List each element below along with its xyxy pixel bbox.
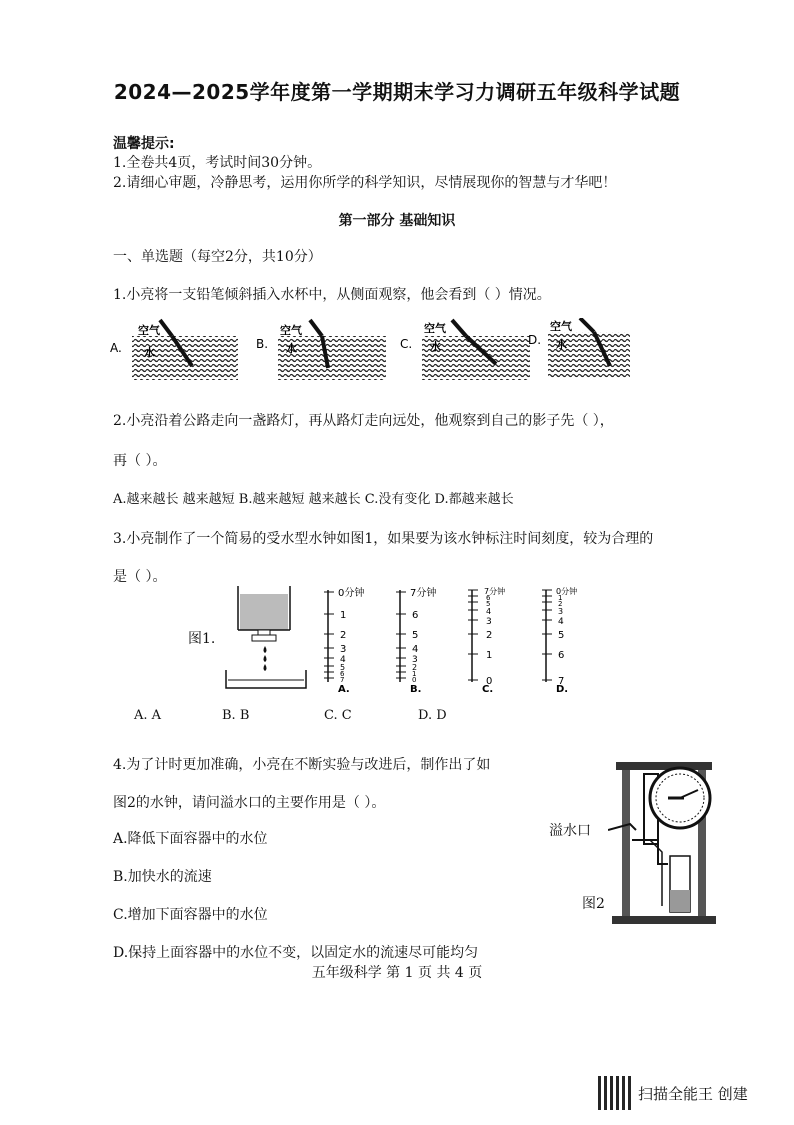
figure-2-water-clock (608, 756, 720, 926)
water-label: 水 (556, 338, 567, 351)
q3-answer-b: B. B (222, 708, 250, 723)
q4-option-b: B.加快水的流速 (113, 869, 212, 885)
water-label: 水 (144, 346, 155, 359)
scale-a-top: 0分钟 (338, 588, 365, 599)
scale-b-num: 2 (412, 663, 418, 672)
q1-figures (110, 318, 630, 390)
q3-answer-d: D. D (418, 708, 447, 723)
scale-b-letter: B. (410, 684, 422, 694)
scale-c-num: 1 (486, 650, 493, 661)
scanner-watermark: 扫描全能王 创建 (638, 1085, 748, 1103)
scale-a-num: 2 (340, 630, 347, 641)
exam-title: 2024—2025学年度第一学期期末学习力调研五年级科学试题 (113, 80, 681, 104)
q1-label-c: C. (400, 337, 413, 351)
q1-figure-b (256, 320, 386, 380)
question-3-line-2: 是（ ）。 (113, 569, 167, 585)
question-3-line-1: 3.小亮制作了一个简易的受水型水钟如图1，如果要为该水钟标注时间刻度，较为合理的 (113, 531, 654, 547)
qr-code-icon (598, 1076, 632, 1110)
air-label: 空气 (138, 324, 160, 337)
scale-c-num: 3 (486, 617, 492, 627)
scale-a (324, 586, 364, 694)
q4-option-c: C.增加下面容器中的水位 (113, 907, 268, 923)
scale-c-num: 4 (486, 607, 492, 616)
question-2-options: A.越来越长 越来越短 B.越来越短 越来越长 C.没有变化 D.都越来越长 (113, 492, 514, 507)
scale-b (396, 586, 436, 694)
tips-heading: 温馨提示: (113, 136, 175, 152)
part-heading: 第一部分 基础知识 (338, 213, 456, 229)
scale-b-top: 7分钟 (410, 588, 437, 599)
q4-option-a: A.降低下面容器中的水位 (113, 831, 268, 847)
scale-b-num: 1 (412, 670, 417, 678)
q1-label-a: A. (110, 341, 122, 355)
scale-c-num: 0 (486, 676, 493, 687)
air-label: 空气 (424, 322, 446, 335)
figure-2-label: 图2 (582, 896, 605, 912)
scale-a-num: 3 (340, 644, 347, 655)
water-label: 水 (286, 342, 297, 355)
scale-b-num: 0 (412, 676, 417, 684)
page-footer: 五年级科学 第 1 页 共 4 页 (311, 965, 483, 981)
water-label: 水 (430, 340, 441, 353)
scale-d (542, 586, 577, 694)
scale-d-num: 1 (558, 594, 563, 602)
scale-a-num: 5 (340, 663, 346, 672)
scale-b-num: 3 (412, 655, 418, 665)
scale-c-num: 6 (486, 594, 491, 602)
scale-d-num: 4 (558, 617, 564, 627)
scale-c-letter: C. (482, 684, 494, 694)
scale-d-top: 0分钟 (556, 587, 578, 596)
figure-1-water-clock (226, 586, 306, 688)
scale-c (468, 586, 505, 694)
question-4-line-2: 图2的水钟，请问溢水口的主要作用是（ ）。 (113, 795, 386, 811)
scale-a-num: 1 (340, 610, 347, 621)
scale-a-num: 7 (340, 676, 345, 684)
scale-b-num: 4 (412, 644, 419, 655)
q1-figure-d (528, 318, 630, 378)
scale-d-letter: D. (556, 684, 569, 694)
tips-line-2: 2.请细心审题，冷静思考，运用你所学的科学知识，尽情展现你的智慧与才华吧！ (113, 175, 617, 191)
scale-a-letter: A. (338, 684, 350, 694)
scale-b-num: 5 (412, 630, 419, 641)
scale-a-num: 6 (340, 670, 345, 678)
q1-figure-c (400, 320, 530, 380)
q3-figures (220, 584, 610, 694)
scale-c-top: 7分钟 (484, 587, 506, 596)
tips-line-1: 1.全卷共4页，考试时间30分钟。 (113, 155, 322, 171)
scale-d-num: 5 (558, 630, 565, 641)
scale-a-num: 4 (340, 655, 346, 665)
question-1-text: 1.小亮将一支铅笔倾斜插入水杯中，从侧面观察，他会看到（ ）情况。 (113, 287, 551, 303)
q3-answer-c: C. C (324, 708, 352, 723)
q1-figure-a (110, 320, 238, 380)
question-2-line-1: 2.小亮沿着公路走向一盏路灯，再从路灯走向远处，他观察到自己的影子先（ ）， (113, 413, 614, 429)
scale-d-num: 3 (558, 607, 564, 616)
air-label: 空气 (550, 320, 572, 333)
scale-c-num: 2 (486, 630, 493, 641)
scale-c-num: 5 (486, 600, 491, 608)
section-heading: 一、单选题（每空2分，共10分） (113, 249, 322, 265)
q3-answer-a: A. A (134, 708, 162, 723)
scale-b-num: 6 (412, 610, 419, 621)
question-2-line-2: 再（ ）。 (113, 453, 167, 469)
overflow-port-label: 溢水口 (549, 823, 591, 839)
air-label: 空气 (280, 324, 302, 337)
figure-1-label: 图1. (188, 631, 216, 647)
question-4-line-1: 4.为了计时更加准确，小亮在不断实验与改进后，制作出了如 (113, 757, 491, 773)
scale-d-num: 6 (558, 650, 565, 661)
scale-d-num: 2 (558, 600, 563, 608)
q1-label-d: D. (528, 333, 542, 347)
scale-d-num: 7 (558, 676, 565, 687)
q4-option-d: D.保持上面容器中的水位不变，以固定水的流速尽可能均匀 (113, 945, 479, 961)
q1-label-b: B. (256, 337, 269, 351)
